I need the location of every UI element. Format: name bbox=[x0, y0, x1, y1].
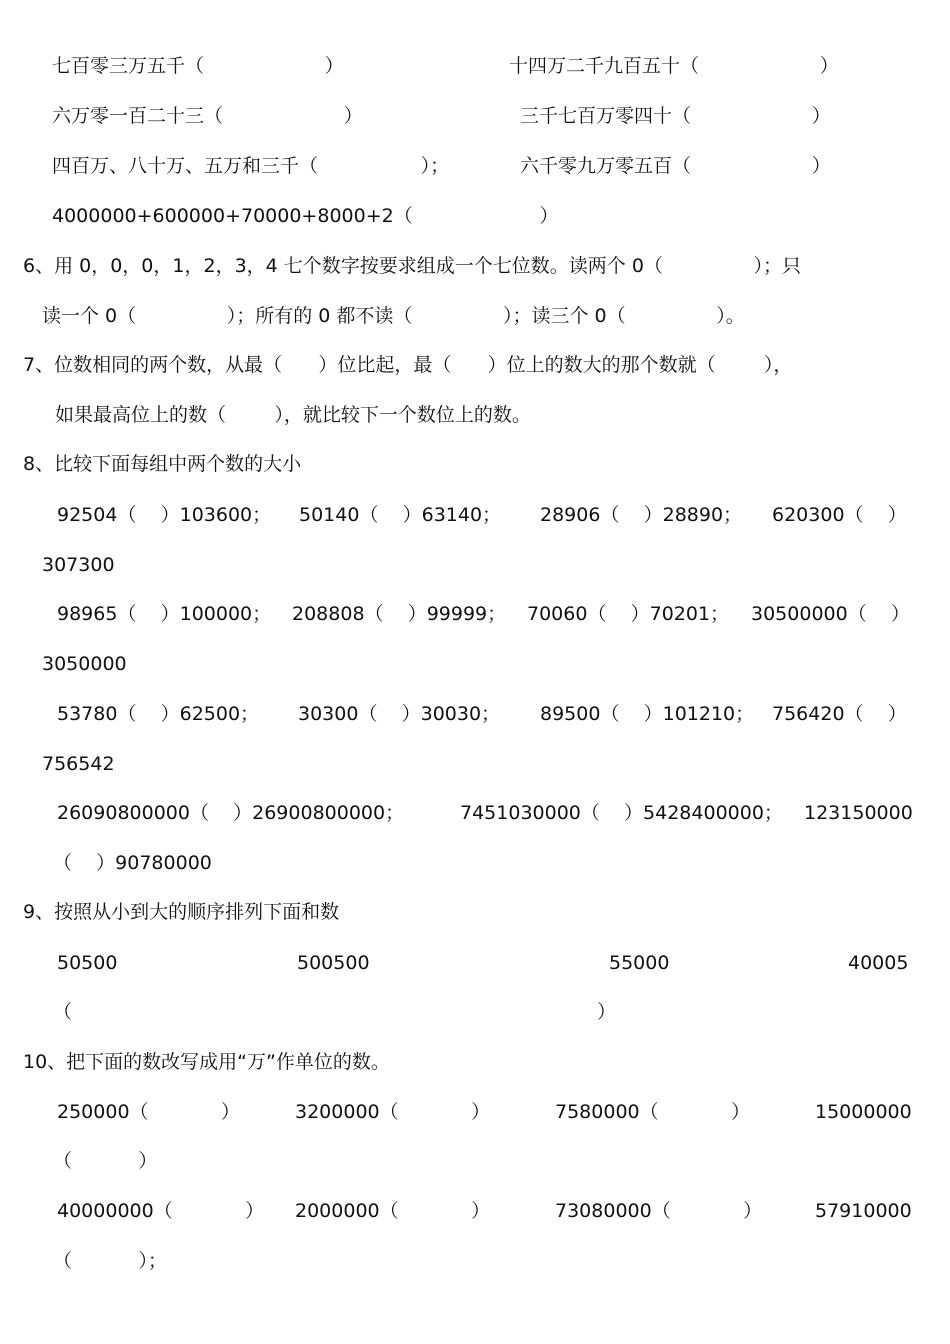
q5-r1a: 七百零三万五千（ ） bbox=[52, 55, 344, 77]
q5-r3b: 六千零九万零五百（ ） bbox=[520, 155, 831, 177]
q10-r2-item4: 57910000 bbox=[815, 1200, 912, 1222]
q8-g3-item1: 53780（ ）62500； bbox=[57, 703, 260, 725]
q9-num-2: 500500 bbox=[297, 952, 370, 974]
q8-g1-item3: 28906（ ）28890； bbox=[540, 504, 743, 526]
q5-r2b: 三千七百万零四十（ ） bbox=[520, 105, 831, 127]
q10-r1-item4: 15000000 bbox=[815, 1101, 912, 1123]
q9-answer-open-paren: （ bbox=[53, 1001, 73, 1023]
q8-g2-item3: 70060（ ）70201； bbox=[527, 603, 730, 625]
q8-g2-item4: 30500000（ ） bbox=[751, 603, 910, 625]
q8-g3-wrap: 756542 bbox=[42, 753, 115, 775]
q8-g3-item4: 756420（ ） bbox=[772, 703, 907, 725]
q9-num-3: 55000 bbox=[609, 952, 670, 974]
q8-g4-item2: 7451030000（ ）5428400000； bbox=[460, 802, 783, 824]
q10-r2-item1: 40000000（ ） bbox=[57, 1200, 265, 1222]
q6-line1: 6、用 0，0，0，1，2，3，4 七个数字按要求组成一个七位数。读两个 0（ ）；只 bbox=[23, 255, 802, 277]
q8-title: 8、比较下面每组中两个数的大小 bbox=[23, 453, 302, 475]
q10-r2-item3: 73080000（ ） bbox=[555, 1200, 763, 1222]
q8-g3-item3: 89500（ ）101210； bbox=[540, 703, 755, 725]
q8-g3-item2: 30300（ ）30030； bbox=[298, 703, 501, 725]
q10-r1-wrap: （ ） bbox=[53, 1150, 158, 1172]
q10-title: 10、把下面的数改写成用“万”作单位的数。 bbox=[23, 1051, 390, 1073]
q9-num-1: 50500 bbox=[57, 952, 118, 974]
q9-title: 9、按照从小到大的顺序排列下面和数 bbox=[23, 901, 340, 923]
q8-g2-item1: 98965（ ）100000； bbox=[57, 603, 272, 625]
q8-g1-item2: 50140（ ）63140； bbox=[299, 504, 502, 526]
q8-g2-wrap: 3050000 bbox=[42, 653, 127, 675]
q5-r1b: 十四万二千九百五十（ ） bbox=[509, 55, 839, 77]
q9-answer-close-paren: ） bbox=[597, 1001, 617, 1023]
q8-g1-wrap: 307300 bbox=[42, 554, 115, 576]
q5-r2a: 六万零一百二十三（ ） bbox=[52, 105, 363, 127]
q5-r4: 4000000+600000+70000+8000+2（ ） bbox=[52, 205, 559, 227]
q8-g1-item4: 620300（ ） bbox=[772, 504, 907, 526]
q7-line1: 7、位数相同的两个数，从最（ ）位比起，最（ ）位上的数大的那个数就（ ）， bbox=[23, 354, 793, 376]
q10-r2-item2: 2000000（ ） bbox=[295, 1200, 491, 1222]
q8-g4-item1: 26090800000（ ）26900800000； bbox=[57, 802, 405, 824]
q5-r3a: 四百万、八十万、五万和三千（ ）； bbox=[52, 155, 450, 177]
q10-r1-item3: 7580000（ ） bbox=[555, 1101, 751, 1123]
q8-g2-item2: 208808（ ）99999； bbox=[292, 603, 507, 625]
q6-line2: 读一个 0（ ）；所有的 0 都不读（ ）；读三个 0（ ）。 bbox=[42, 305, 745, 327]
q10-r1-item1: 250000（ ） bbox=[57, 1101, 241, 1123]
q8-g1-item1: 92504（ ）103600； bbox=[57, 504, 272, 526]
q10-r1-item2: 3200000（ ） bbox=[295, 1101, 491, 1123]
q8-g4-wrap: （ ）90780000 bbox=[53, 852, 212, 874]
q8-g4-item3: 123150000 bbox=[804, 802, 913, 824]
q7-line2: 如果最高位上的数（ ），就比较下一个数位上的数。 bbox=[55, 404, 531, 426]
q9-num-4: 40005 bbox=[848, 952, 909, 974]
q10-r2-wrap: （ ）； bbox=[53, 1250, 167, 1272]
